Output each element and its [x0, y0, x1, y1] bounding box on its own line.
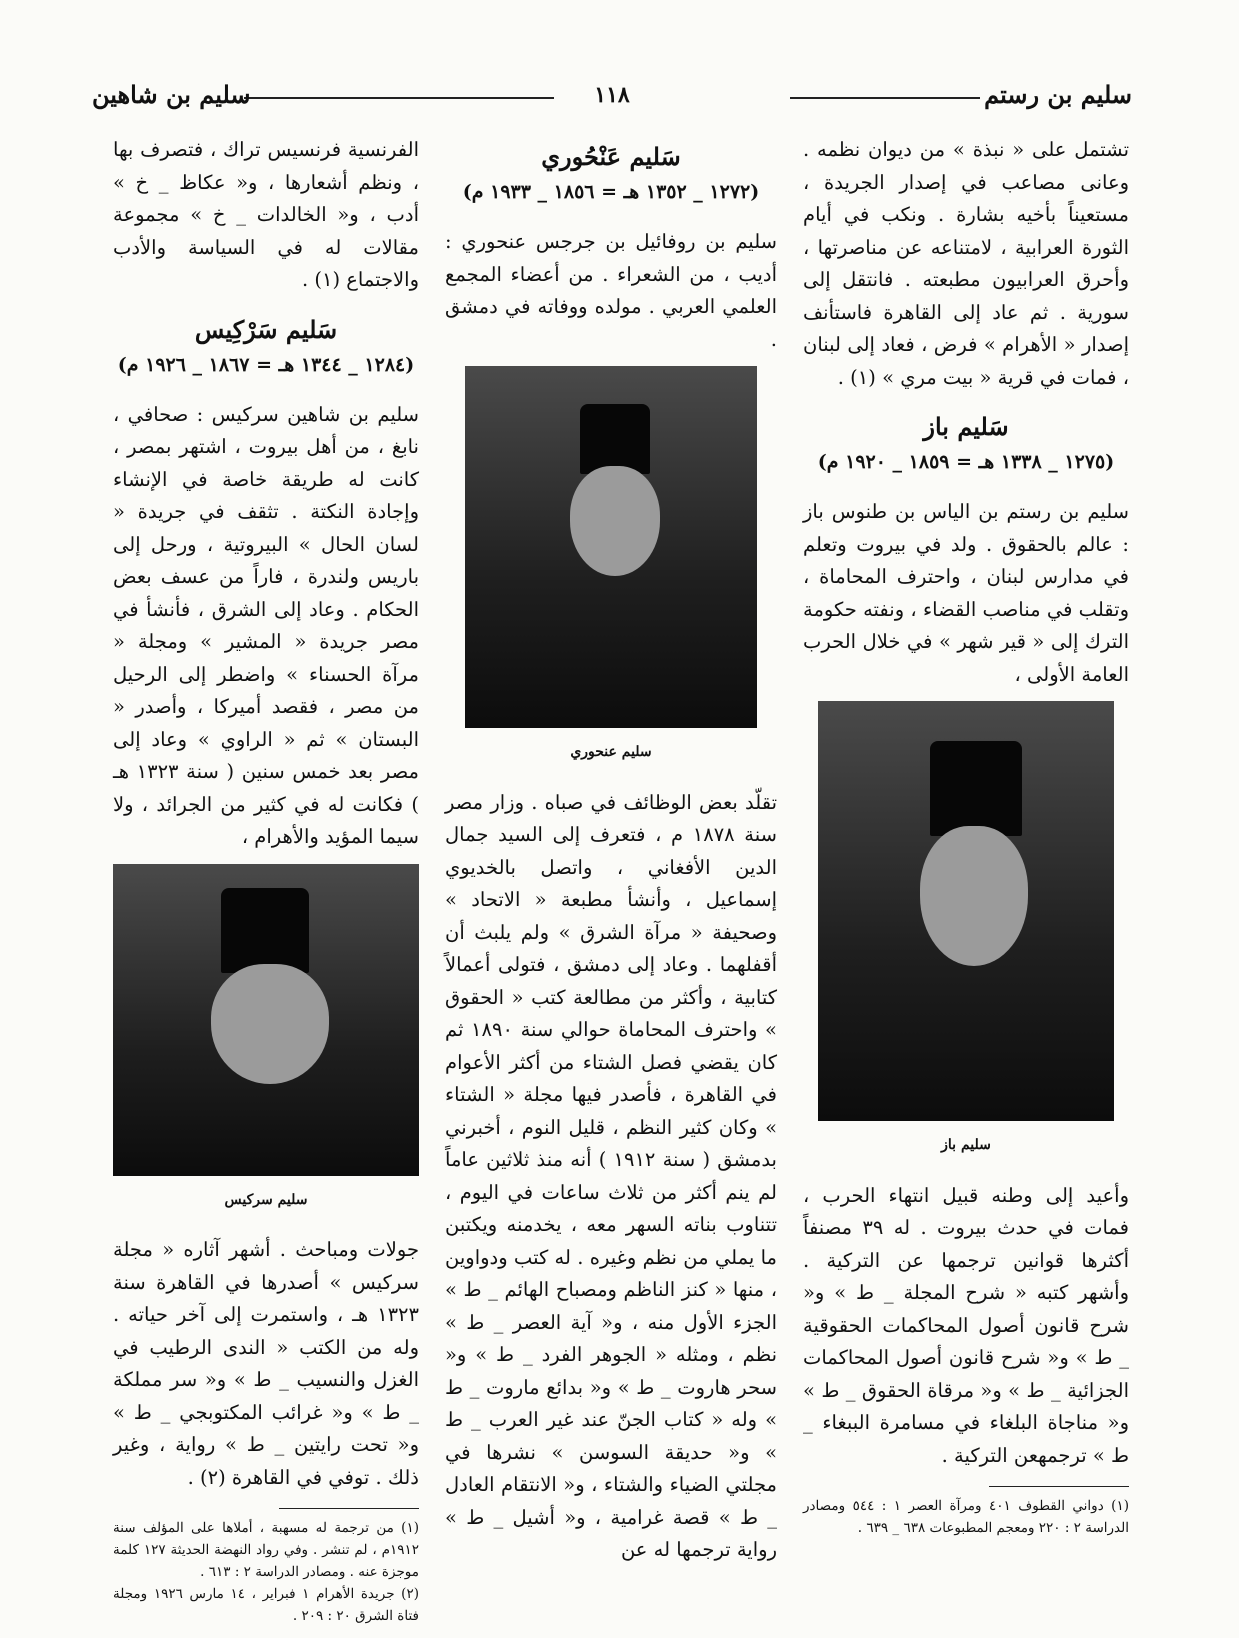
photo-caption: سليم سركيس	[224, 1191, 308, 1208]
entry-body: جولات ومباحث . أشهر آثاره « مجلة سركيس » أصدرها في القاهرة سنة ١٣٢٣ هـ ، واستمرت إلى آخر حياته . وله من الكتب « الندى الرطيب في الغزل والنسيب _ ط » و« سر مملكة _ ط » و« غرائب المكتوبجي _ ط » و« تحت رايتين _ ط » رواية ، وغير ذلك . توفي في القاهرة (٢) .	[113, 1238, 419, 1489]
column-left	[113, 134, 419, 1627]
portrait-photo	[113, 864, 419, 1176]
face-shape	[211, 964, 329, 1084]
entry-intro: سليم بن رستم بن الياس بن طنوس باز : عالم بالحقوق . ولد في بيروت وتعلم في مدارس لبنان ، واحترف المحاماة ، وتقلب في مناصب القضاء ، ونفته حكومة الترك إلى « قير شهر » في خلال الحرب العامة الأولى ،	[803, 500, 1129, 686]
continued-paragraph: تشتمل على « نبذة » من ديوان نظمه . وعانى مصاعب في إصدار الجريدة ، مستعيناً بأخيه بشارة . ونكب في أيام الثورة العرابية ، لامتناعه عن مناصرتها ، وأحرق العرابيون مطبعته . فانتقل إلى سورية . ثم عاد إلى القاهرة فاستأنف إصدار « الأهرام » فرض ، فعاد إلى لبنان ، فمات في قرية « بيت مري » (١) .	[803, 138, 1129, 389]
photo-caption: سليم عنحوري	[570, 744, 652, 760]
header-rule-left	[244, 97, 554, 99]
footnote-rule	[989, 1486, 1129, 1487]
entry-dates: (١٢٧٢ _ ١٣٥٢ هـ = ١٨٥٦ _ ١٩٣٣ م)	[462, 181, 760, 203]
footnote: (١) دواني القطوف ٤٠١ ومرآة العصر ١ : ٥٤٤ ومصادر الدراسة ٢ : ٢٢٠ ومعجم المطبوعات ٦٣٨ _ ٦٣٩ .	[803, 1498, 1129, 1536]
portrait-photo	[818, 701, 1114, 1121]
fez-shape	[221, 888, 309, 973]
fez-shape	[580, 404, 650, 474]
footnote: (٢) جريدة الأهرام ١ فبراير ، ١٤ مارس ١٩٢٦ ومجلة فتاة الشرق ٢٠ : ٢٠٩ .	[113, 1586, 419, 1624]
entry-title: سَليم باز	[923, 412, 1009, 441]
entry-body: تقلّد بعض الوظائف في صباه . وزار مصر سنة ١٨٧٨ م ، فتعرف إلى السيد جمال الدين الأفغاني ، واتصل بالخديوي إسماعيل ، وأنشأ مطبعة « الاتحاد » وصحيفة « مرآة الشرق » ولم يلبث أن أقفلهما . وعاد إلى دمشق ، فتولى أعمالاً كتابية ، وأكثر من مطالعة كتب « الحقوق » واحترف المحاماة حوالي سنة ١٨٩٠ ثم كان يقضي فصل الشتاء من أكثر الأعوام في القاهرة ، فأصدر فيها مجلة « الشتاء » وكان كثير النظم ، قليل النوم ، أخبرني بدمشق ( سنة ١٩١٢ ) أنه منذ ثلاثين عاماً لم ينم أكثر من ثلاث ساعات في اليوم ، تتناوب بناته السهر معه ، يخدمنه ويكتبن ما يملي من نظم وغيره . له كتب ودواوين ، منها « كنز الناظم ومصباح الهائم _ ط » الجزء الأول منه ، و« آية العصر _ ط » نظم ، ومثله « الجوهر الفرد _ ط » و« سحر هاروت _ ط » و« بدائع ماروت _ ط » وله « كتاب الجنّ عند غير العرب _ ط » و« حديقة السوسن » نشرها في مجلتي الضياء والشتاء ، و« الانتقام العادل _ ط » قصة غرامية ، و« أشيل _ ط » رواية ترجمها له عن	[445, 790, 777, 1561]
entry-body: وأعيد إلى وطنه قبيل انتهاء الحرب ، فمات في حدث بيروت . له ٣٩ مصنفاً أكثرها قوانين ترجمها عن التركية . وأشهر كتبه « شرح المجلة _ ط » و« شرح قانون أصول المحاكمات الحقوقية _ ط » و« شرح قانون أصول المحاكمات الجزائية _ ط » و« مرقاة الحقوق _ ط » و« مناجاة البلغاء في مسامرة الببغاء _ ط » ترجمهعن التركية .	[803, 1183, 1130, 1467]
entry-intro: سليم بن روفائيل بن جرجس عنحوري : أديب ، من الشعراء . من أعضاء المجمع العلمي العربي . مولده ووفاته في دمشق .	[445, 230, 777, 351]
column-middle	[445, 134, 777, 1577]
face-shape	[570, 466, 660, 576]
running-title-left: سليم بن شاهين	[92, 80, 251, 109]
footnote-rule	[279, 1508, 419, 1509]
entry-title: سَليم عَنْحُوري	[541, 142, 681, 171]
portrait-photo	[465, 366, 757, 728]
page-header	[92, 76, 1132, 116]
page-number: ١١٨	[594, 82, 630, 108]
continued-paragraph: الفرنسية فرنسيس تراك ، فتصرف بها ، ونظم أشعارها ، و« عكاظ _ خ » أدب ، و« الخالدات _ خ » مجموعة مقالات له في السياسة والأدب والاجتماع (١) .	[113, 138, 419, 291]
entry-title: سَليم سَرْكِيس	[194, 314, 338, 344]
entry-intro: سليم بن شاهين سركيس : صحافي ، نابغ ، من أهل بيروت ، اشتهر بمصر ، كانت له طريقة خاصة في الإنشاء وإجادة النكتة . تثقف في جريدة « لسان الحال » البيروتية ، ورحل إلى باريس ولندرة ، فاراً من عسف بعض الحكام . وعاد إلى الشرق ، فأنشأ في مصر جريدة « المشير » ومجلة « مرآة الحسناء » واضطر إلى الرحيل من مصر ، فقصد أميركا ، وأصدر « البستان » ثم « الراوي » وعاد إلى مصر بعد خمس سنين ( سنة ١٣٢٣ هـ ) فكانت له في كثير من الجرائد ، ولا سيما المؤيد والأهرام ،	[113, 402, 419, 848]
fez-shape	[930, 741, 1022, 836]
face-shape	[920, 826, 1028, 966]
running-title-right: سليم بن رستم	[984, 80, 1132, 109]
footnote: (١) من ترجمة له مسهبة ، أملاها على المؤلف سنة ١٩١٢م ، لم تنشر . وفي رواد النهضة الحديثة ١٢٧ كلمة موجزة عنه . ومصادر الدراسة ٢ : ٦١٣ .	[113, 1520, 419, 1580]
photo-caption: سليم باز	[941, 1137, 991, 1153]
entry-dates: (١٢٧٥ _ ١٣٣٨ هـ = ١٨٥٩ _ ١٩٢٠ م)	[817, 451, 1115, 473]
column-right	[803, 134, 1129, 1539]
entry-dates: (١٢٨٤ _ ١٣٤٤ هـ = ١٨٦٧ _ ١٩٢٦ م)	[117, 353, 415, 376]
